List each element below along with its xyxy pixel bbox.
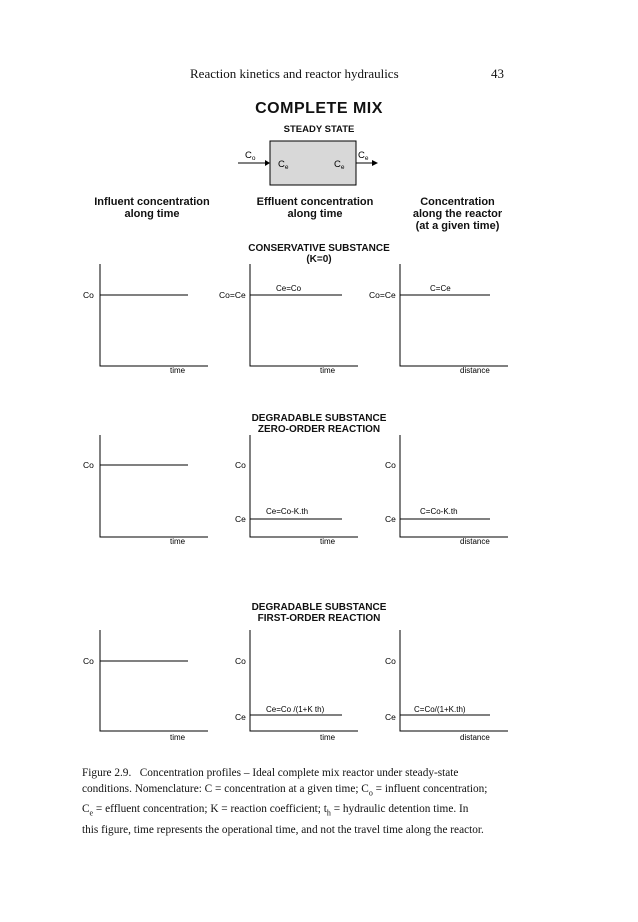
figure-subtitle: STEADY STATE bbox=[283, 124, 355, 135]
caption-text-d: C bbox=[82, 803, 90, 816]
y-label: Co=Ce bbox=[369, 290, 396, 300]
figure-title: COMPLETE MIX bbox=[255, 100, 383, 117]
x-label: time bbox=[320, 537, 336, 546]
caption-text-a: Concentration profiles – Ideal complete mix reactor under steady-state bbox=[139, 767, 459, 779]
line-label: C=Co/(1+K.th) bbox=[414, 705, 466, 714]
caption-text-c: = influent concentration; bbox=[372, 783, 488, 795]
column-header-influent-line1: Influent concentration bbox=[94, 196, 210, 208]
line-label: Ce=Co bbox=[276, 284, 302, 293]
column-header-reactor-line3: (at a given time) bbox=[415, 220, 500, 232]
inlet-label: $C_o$ bbox=[245, 150, 256, 162]
reactor-inside-right-label: $C_e$ bbox=[334, 159, 345, 171]
section-conservative-line1: CONSERVATIVE SUBSTANCE bbox=[248, 243, 390, 254]
plot-r1-c2 bbox=[219, 264, 358, 375]
y-label-bottom: Ce bbox=[235, 514, 246, 524]
plot-r3-c3 bbox=[385, 630, 508, 742]
axes bbox=[100, 264, 208, 366]
caption-text-e: = effluent concentration; K = reaction coefficient; t bbox=[93, 803, 327, 816]
y-label: Co bbox=[83, 460, 94, 470]
section-zero-order-line2: ZERO-ORDER REACTION bbox=[257, 424, 381, 435]
caption-sub-e: e bbox=[89, 808, 94, 818]
plot-r2-c3 bbox=[385, 435, 508, 546]
caption-text-g: this figure, time represents the operational time, and not the travel time along the reactor. bbox=[82, 823, 484, 836]
caption-sub-o: o bbox=[368, 788, 373, 798]
axes bbox=[400, 435, 508, 537]
caption-text-f: = hydraulic detention time. In bbox=[330, 803, 469, 816]
x-label: time bbox=[170, 366, 186, 375]
plot-r3-c1 bbox=[83, 630, 208, 742]
column-header-reactor-line1: Concentration bbox=[420, 196, 495, 208]
axes bbox=[250, 435, 358, 537]
section-first-order-line2: FIRST-ORDER REACTION bbox=[257, 613, 381, 624]
axes bbox=[100, 435, 208, 537]
x-label: time bbox=[170, 537, 186, 546]
line-label: C=Co-K.th bbox=[420, 507, 458, 516]
caption-line-2 bbox=[82, 781, 562, 801]
y-label-bottom: Ce bbox=[385, 712, 396, 722]
axes bbox=[400, 630, 508, 731]
y-label-top: Co bbox=[235, 656, 246, 666]
line-label: C=Ce bbox=[430, 284, 451, 293]
y-label: Co bbox=[83, 656, 94, 666]
y-label: Co bbox=[83, 290, 94, 300]
outlet-label: $C_e$ bbox=[358, 150, 369, 162]
caption-label: Figure 2.9. bbox=[82, 767, 132, 779]
page-number: 43 bbox=[491, 66, 504, 81]
reactor-inside-left-label: $C_e$ bbox=[278, 159, 289, 171]
caption-line-1 bbox=[82, 765, 562, 781]
section-zero-order-line1: DEGRADABLE SUBSTANCE bbox=[251, 413, 387, 424]
section-conservative-line2: (K=0) bbox=[306, 254, 332, 265]
caption-sub-h: h bbox=[326, 808, 331, 818]
axes bbox=[250, 264, 358, 366]
column-header-influent-line2: along time bbox=[124, 208, 180, 220]
y-label-bottom: Ce bbox=[235, 712, 246, 722]
x-label: time bbox=[320, 366, 336, 375]
y-label-bottom: Ce bbox=[385, 514, 396, 524]
y-label-top: Co bbox=[385, 656, 396, 666]
axes bbox=[100, 630, 208, 731]
axes bbox=[400, 264, 508, 366]
x-label: time bbox=[320, 733, 336, 742]
caption-text-b: conditions. Nomenclature: C = concentration at a given time; C bbox=[82, 783, 369, 795]
figure-caption bbox=[82, 765, 562, 838]
plot-r2-c1 bbox=[83, 435, 208, 546]
y-label-top: Co bbox=[235, 460, 246, 470]
plot-r2-c2 bbox=[235, 435, 358, 546]
y-label-top: Co bbox=[385, 460, 396, 470]
x-label: time bbox=[170, 733, 186, 742]
line-label: Ce=Co /(1+K th) bbox=[266, 705, 325, 714]
column-header-effluent-line1: Effluent concentration bbox=[256, 196, 374, 208]
caption-line-4 bbox=[82, 822, 562, 838]
x-label: distance bbox=[460, 733, 490, 742]
section-first-order-line1: DEGRADABLE SUBSTANCE bbox=[251, 602, 387, 613]
plot-r3-c2 bbox=[235, 630, 358, 742]
plot-r1-c3 bbox=[369, 264, 508, 375]
line-label: Ce=Co-K.th bbox=[266, 507, 309, 516]
axes bbox=[250, 630, 358, 731]
column-header-reactor-line2: along the reactor bbox=[412, 208, 503, 220]
column-header-effluent-line2: along time bbox=[287, 208, 343, 220]
x-label: distance bbox=[460, 537, 490, 546]
running-title: Reaction kinetics and reactor hydraulics bbox=[190, 66, 399, 81]
caption-line-3 bbox=[82, 801, 562, 821]
x-label: distance bbox=[460, 366, 490, 375]
plot-r1-c1 bbox=[83, 264, 208, 375]
y-label: Co=Ce bbox=[219, 290, 246, 300]
